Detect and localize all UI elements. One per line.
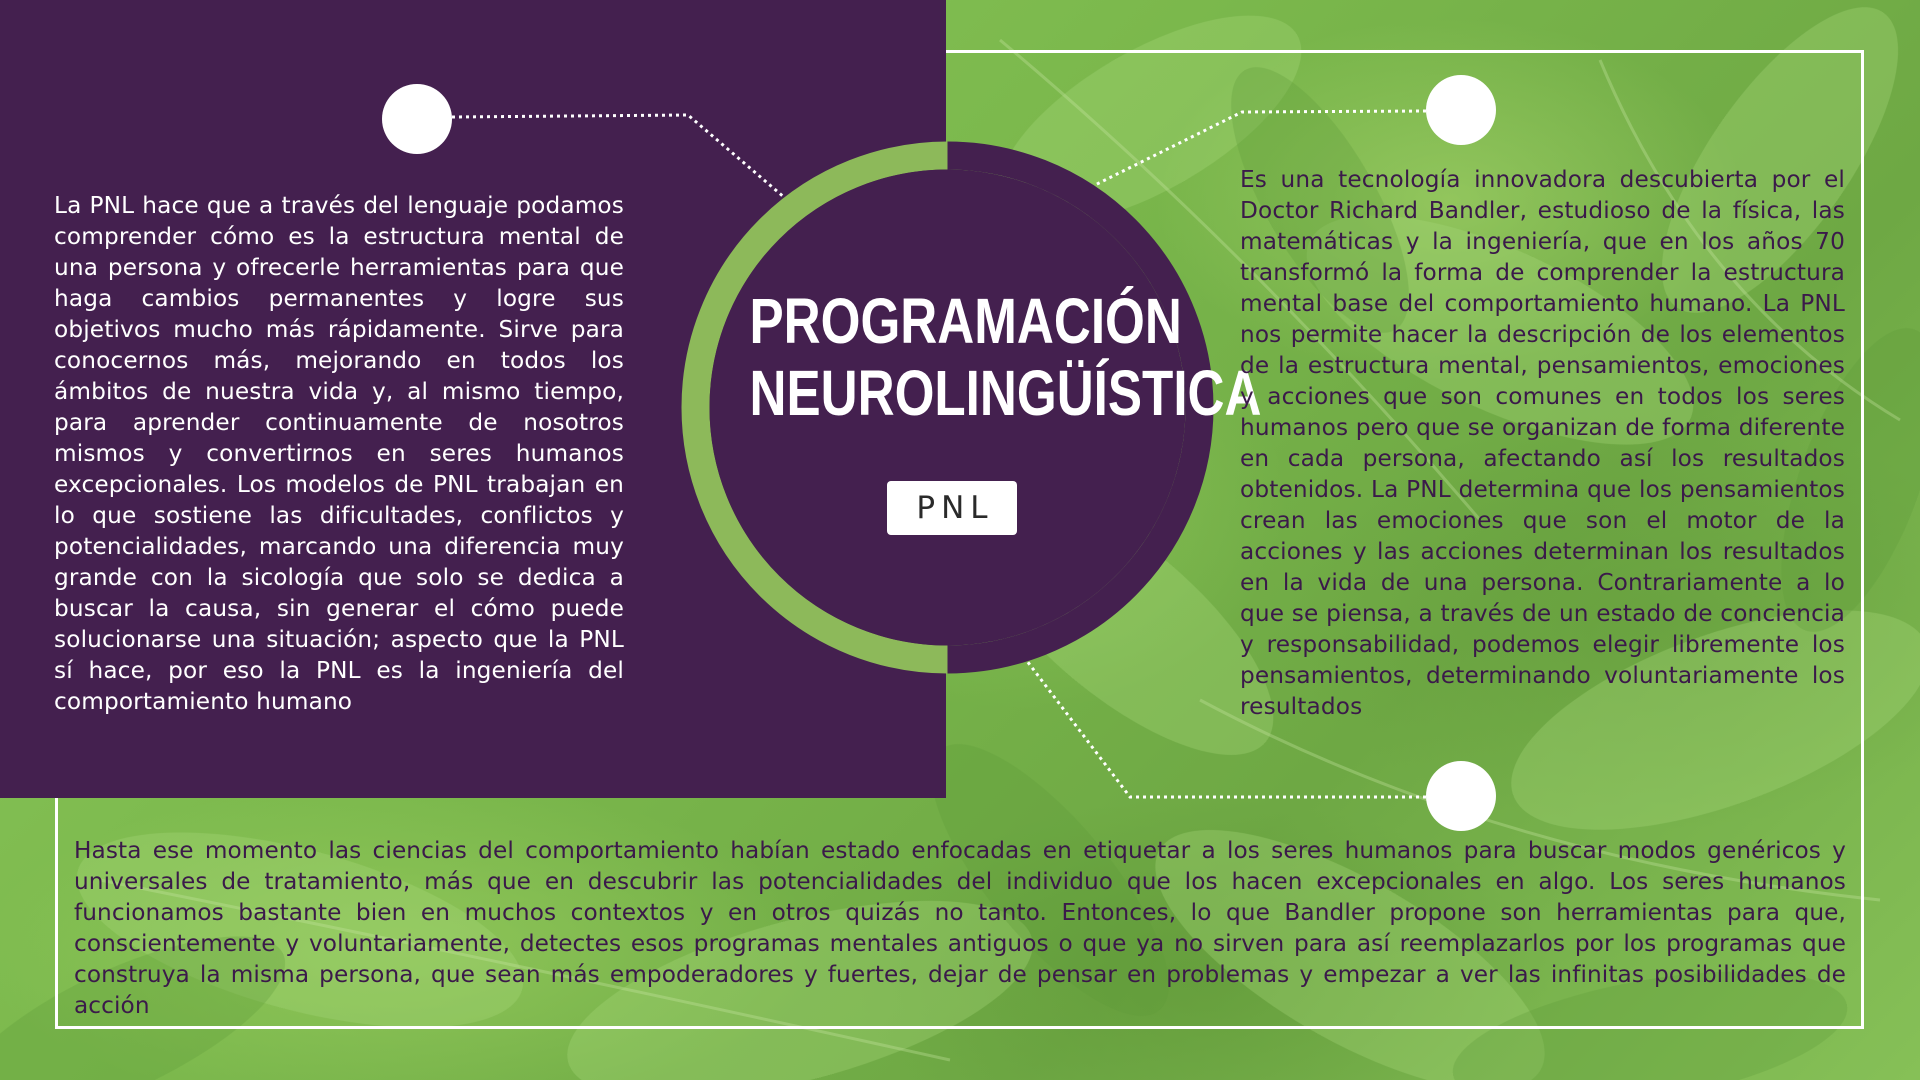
bottom-right-dot: [1426, 761, 1496, 831]
title-line-2: NEUROLINGÜÍSTICA: [749, 357, 1262, 429]
pnl-badge: PNL: [887, 481, 1017, 535]
main-title: [749, 285, 1262, 429]
top-right-dot: [1426, 75, 1496, 145]
left-paragraph: La PNL hace que a través del lenguaje podamos comprender cómo es la estructura mental de una persona y ofrecerle herramientas para que haga cambios permanentes y logre sus objetivos mucho más rápidamente. Sirve para conocernos más, mejorando en todos los ámbitos de nuestra vida y, al mismo tiempo, para aprender continuamente de nosotros mismos y convertirnos en seres humanos excepcionales. Los modelos de PNL trabajan en lo que sostiene las dificultades, conflictos y potencialidades, marcando una diferencia muy grande con la sicología que solo se dedica a buscar la causa, sin generar el cómo puede solucionarse una situación; aspecto que la PNL sí hace, por eso la PNL es la ingeniería del comportamiento humano: [54, 192, 624, 715]
title-line-1: PROGRAMACIÓN: [749, 285, 1182, 357]
top-left-dot: [382, 84, 452, 154]
bottom-paragraph: Hasta ese momento las ciencias del comportamiento habían estado enfocadas en etiquetar a los seres humanos para buscar modos genéricos y universales de tratamiento, más que en descubrir las potencialidades del individuo que los hacen excepcionales en algo. Los seres humanos funcionamos bastante bien en muchos contextos y en otros quizás no tanto. Entonces, lo que Bandler propone son herramientas para que, conscientemente y voluntariamente, detectes esos programas mentales antiguos o que ya no sirven para así reemplazarlos por los programas que construya la misma persona, que sean más empoderadores y fuertes, dejar de pensar en problemas y empezar a ver las infinitas posibilidades de acción: [74, 837, 1846, 1019]
right-paragraph: Es una tecnología innovadora descubierta por el Doctor Richard Bandler, estudioso de la física, las matemáticas y la ingeniería, que en los años 70 transformó la forma de comprender la estructura mental base del comportamiento humano. La PNL nos permite hacer la descripción de los elementos de la estructura mental, pensamientos, emociones y acciones que son comunes en todos los seres humanos pero que se organizan de forma diferente en cada persona, afectando así los resultados obtenidos. La PNL determina que los pensamientos crean las emociones que son el motor de la acciones y las acciones determinan los resultados en la vida de una persona. Contrariamente a lo que se piensa, a través de un estado de conciencia y responsabilidad, podemos elegir libremente los pensamientos, determinando voluntariamente los resultados: [1240, 166, 1845, 720]
